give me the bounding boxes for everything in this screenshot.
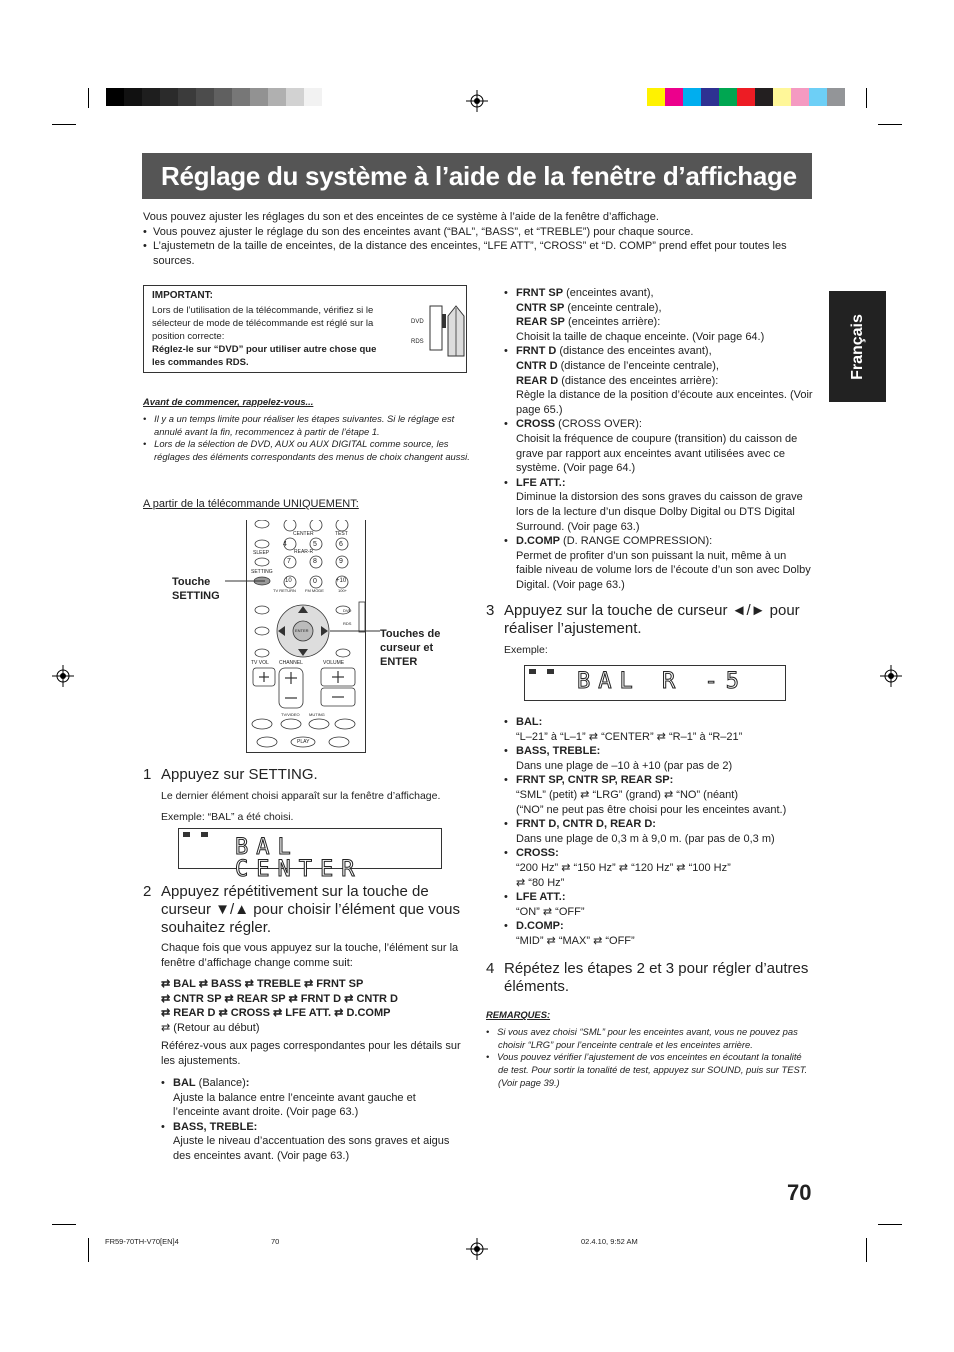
- muting-label: MUTING: [309, 712, 325, 717]
- item-dcomp: • D.COMP (D. RANGE COMPRESSION): Permet de profiter d’un son puissant la nuit, même à un faible niveau de volume lors de l’écoute d’un son avec Dolby Digital. (Voir page 63.): [504, 534, 814, 592]
- color-swatch: [124, 88, 142, 106]
- color-swatch: [214, 88, 232, 106]
- before-start-notes: [143, 396, 473, 464]
- range-dcomp: • D.COMP: “MID” ⇄ “MAX” ⇄ “OFF”: [504, 919, 814, 948]
- registration-target-icon: [466, 90, 488, 112]
- color-registration-bar: [647, 88, 845, 106]
- crop-mark: [866, 1238, 867, 1262]
- color-swatch: [701, 88, 719, 106]
- color-swatch: [232, 88, 250, 106]
- setting-callout: Touche SETTING: [172, 576, 220, 602]
- registration-target-icon: [880, 665, 902, 687]
- item-bass-treble: • BASS, TREBLE: Ajuste le niveau d’accentuation des sons graves et aigus des enceintes avant. (Voir page 63.): [161, 1120, 450, 1162]
- crop-mark: [88, 88, 89, 108]
- remark-bullet: • Si vous avez choisi “SML” pour les enceintes avant, vous ne pouvez pas choisir “LRG” pour l’enceinte centrale et les enceintes arrière.: [486, 1025, 798, 1050]
- page-number: 70: [787, 1180, 812, 1205]
- item-speaker-size: • FRNT SP (enceintes avant), CNTR SP (enceinte centrale), REAR SP (enceintes arrière): Choisit la taille de chaque enceinte. (Voir page 64.): [504, 286, 814, 344]
- refer-text: Référez-vous aux pages correspondantes pour les détails sur les ajustements.: [161, 1040, 461, 1067]
- page-title-bar: [142, 153, 812, 199]
- important-text: Lors de l’utilisation de la télécommande, vérifiez si le sélecteur de mode de télécommande est réglé sur la position correcte:: [152, 305, 374, 342]
- color-swatch: [683, 88, 701, 106]
- step-1-heading: 1 Appuyez sur SETTING.: [143, 766, 318, 783]
- range-bal: • BAL: “L–21” à “L–1” ⇄ “CENTER” ⇄ “R–1” à “R–21”: [504, 715, 814, 744]
- key-0: 0: [313, 578, 317, 585]
- remarks-section: [486, 1009, 812, 1090]
- color-swatch: [178, 88, 196, 106]
- sequence-line: ⇄ CNTR SP ⇄ REAR SP ⇄ FRNT D ⇄ CNTR D: [161, 992, 398, 1005]
- sequence-line: ⇄ REAR D ⇄ CROSS ⇄ LFE ATT. ⇄ D.COMP: [161, 1007, 391, 1020]
- lcd-text: BAL CENTER: [235, 835, 363, 882]
- setting-callout-line: [225, 578, 265, 584]
- cursor-callout-line: [330, 628, 380, 634]
- item-cross: • CROSS (CROSS OVER): Choisit la fréquence de coupure (transition) du caisson de grave par rapport aux enceintes avant utilisées avec ce système. (Voir page 64.): [504, 417, 814, 475]
- key-5: 5: [313, 541, 317, 548]
- color-swatch: [665, 88, 683, 106]
- range-bass-treble: • BASS, TREBLE: Dans une plage de –10 à +10 (par pas de 2): [504, 744, 814, 773]
- registration-target-icon: [466, 1238, 488, 1260]
- remote-rds-label: RDS: [343, 621, 352, 626]
- sleep-label: SLEEP: [253, 550, 270, 556]
- key-4: 4: [283, 541, 287, 548]
- color-swatch: [647, 88, 665, 106]
- crop-mark: [878, 1224, 902, 1225]
- key-10: 10: [285, 578, 292, 584]
- tv-vol-label: TV VOL: [251, 660, 269, 666]
- footer-file: FR59-70TH-V70[EN]4: [105, 1237, 179, 1246]
- remote-control-illustration: [246, 520, 366, 753]
- color-swatch: [773, 88, 791, 106]
- key-9: 9: [339, 558, 343, 565]
- step-2-heading: 2 Appuyez répétitivement sur la touche de curseur ▼/▲ pour choisir l’élément que vous souhaitez régler.: [143, 883, 460, 936]
- enter-label: ENTER: [295, 628, 309, 633]
- lcd-display-step1: [178, 828, 442, 882]
- step-3-example: Exemple:: [504, 644, 548, 656]
- adjustment-ranges: [504, 715, 814, 949]
- tv-video-label: TV/VIDEO: [281, 712, 300, 717]
- volume-label: VOLUME: [323, 660, 345, 666]
- lcd-text: BAL R -5: [577, 669, 747, 694]
- crop-mark: [878, 124, 902, 125]
- step-4-heading: 4 Répétez les étapes 2 et 3 pour régler d’autres éléments.: [486, 960, 809, 995]
- range-cross: • CROSS: “200 Hz” ⇄ “150 Hz” ⇄ “120 Hz” ⇄ “100 Hz” ⇄ “80 Hz”: [504, 846, 814, 890]
- item-lfe-att: • LFE ATT.: Diminue la distorsion des sons graves du caisson de grave lors de la lecture d’un disque Dolby Digital ou DTS Digital Surround. (Voir page 63.): [504, 476, 814, 534]
- step-1-example: Exemple: “BAL” a été choisi.: [161, 811, 294, 823]
- mode-switch-icon: [428, 286, 468, 360]
- crop-mark: [52, 124, 76, 125]
- key-8: 8: [313, 558, 317, 565]
- rear-r-label: REAR-R: [294, 549, 314, 555]
- color-swatch: [268, 88, 286, 106]
- important-heading: IMPORTANT:: [152, 290, 213, 301]
- 100-label: 100+: [338, 588, 348, 593]
- before-start-bullet: • Lors de la sélection de DVD, AUX ou AUX DIGITAL comme source, les réglages des éléments correspondants des menus de choix changent aussi.: [143, 438, 470, 463]
- crop-mark: [88, 1238, 89, 1262]
- step-2-items: [161, 1076, 461, 1164]
- color-swatch: [755, 88, 773, 106]
- intro-bullet: • Vous pouvez ajuster le réglage du son des enceintes avant (“BAL”, “BASS”, et “TREBLE”) pour chaque source.: [143, 225, 694, 238]
- key-6: 6: [339, 541, 343, 548]
- color-swatch: [142, 88, 160, 106]
- language-label: Français: [848, 313, 866, 380]
- color-swatch: [106, 88, 124, 106]
- lcd-display-step3: [524, 665, 786, 701]
- channel-label: CHANNEL: [279, 660, 303, 666]
- tv-return-label: TV RETURN: [273, 588, 296, 593]
- key-plus10: +10: [336, 578, 347, 584]
- key-7: 7: [287, 558, 291, 565]
- color-swatch: [196, 88, 214, 106]
- footer-page: 70: [271, 1237, 280, 1246]
- intro-section: [143, 210, 813, 268]
- step-3-heading: 3 Appuyez sur la touche de curseur ◄/► pour réaliser l’ajustement.: [486, 602, 800, 637]
- sequence-line: ⇄ BAL ⇄ BASS ⇄ TREBLE ⇄ FRNT SP: [161, 978, 364, 990]
- language-tab: [829, 291, 886, 402]
- color-swatch: [809, 88, 827, 106]
- before-start-heading: Avant de commencer, rappelez-vous...: [143, 396, 314, 407]
- cursor-enter-callout: Touches de curseur et ENTER: [380, 628, 441, 668]
- remarks-heading: REMARQUES:: [486, 1009, 551, 1020]
- important-box: [143, 285, 467, 373]
- range-speaker-size: • FRNT SP, CNTR SP, REAR SP: “SML” (petit) ⇄ “LRG” (grand) ⇄ “NO” (néant) (“NO” ne peut pas être choisi pour les enceintes avant.): [504, 773, 814, 817]
- setting-label: SETTING: [251, 569, 273, 575]
- grayscale-registration-bar: [106, 88, 322, 106]
- right-item-list: [504, 286, 814, 592]
- step-1-text: Le dernier élément choisi apparaît sur la fenêtre d’affichage.: [161, 790, 441, 802]
- intro-bullet: • L’ajustemetn de la taille de enceintes, de la distance des enceintes, “LFE ATT”, “CROSS” et “D. COMP” prend effet pour toutes les sources.: [143, 240, 787, 267]
- play-label: PLAY: [297, 739, 310, 745]
- color-swatch: [286, 88, 304, 106]
- important-bold-text: Réglez-le sur “DVD” pour utiliser autre chose que les commandes RDS.: [152, 344, 377, 368]
- color-swatch: [304, 88, 322, 106]
- item-bal: • BAL (Balance): Ajuste la balance entre l’enceinte avant gauche et l’enceinte avant droite. (Voir page 63.): [161, 1077, 416, 1119]
- color-swatch: [160, 88, 178, 106]
- range-lfe: • LFE ATT.: “ON” ⇄ “OFF”: [504, 890, 814, 919]
- crop-mark: [52, 1224, 76, 1225]
- color-swatch: [719, 88, 737, 106]
- color-swatch: [791, 88, 809, 106]
- color-swatch: [827, 88, 845, 106]
- before-start-bullet: • Il y a un temps limite pour réaliser les étapes suivantes. Si le réglage est annulé avant la fin, recommencez à partir de l’étape 1.: [143, 412, 455, 437]
- color-swatch: [250, 88, 268, 106]
- remote-dvd-label: DVD: [343, 608, 352, 613]
- crop-mark: [866, 88, 867, 108]
- remark-bullet: • Vous pouvez vérifier l’ajustement de vos enceintes en écoutant la tonalité de test. Pour sortir la tonalité de test, appuyez sur SOUND, puis sur TEST. (Voir page 39.): [486, 1051, 808, 1088]
- sequence-return: ⇄ (Retour au début): [161, 1021, 260, 1034]
- center-label: CENTER: [293, 531, 314, 537]
- test-label: TEST: [335, 531, 348, 537]
- range-distance: • FRNT D, CNTR D, REAR D: Dans une plage de 0,3 m à 9,0 m. (par pas de 0,3 m): [504, 817, 814, 846]
- intro-lead: Vous pouvez ajuster les réglages du son et des enceintes de ce système à l’aide de la fenêtre d’affichage.: [143, 211, 659, 223]
- switch-dvd-label: DVD: [411, 319, 424, 325]
- fm-mode-label: FM MODE: [305, 588, 324, 593]
- switch-rds-label: RDS: [411, 339, 424, 345]
- step-2-text: Chaque fois que vous appuyez sur la touche, l’élément sur la fenêtre d’affichage change comme suit:: [161, 942, 459, 969]
- registration-target-icon: [52, 665, 74, 687]
- color-swatch: [737, 88, 755, 106]
- page-title: Réglage du système à l’aide de la fenêtre d’affichage: [161, 161, 797, 191]
- item-speaker-distance: • FRNT D (distance des enceintes avant), CNTR D (distance de l’enceinte centrale), REAR D (distance des enceintes arrière): Règle la distance de la position d’écoute aux enceintes. (Voir page 65.): [504, 344, 814, 417]
- footer-datetime: 02.4.10, 9:52 AM: [581, 1237, 638, 1246]
- remote-only-label: A partir de la télécommande UNIQUEMENT:: [143, 498, 359, 510]
- item-sequence: [161, 977, 461, 1035]
